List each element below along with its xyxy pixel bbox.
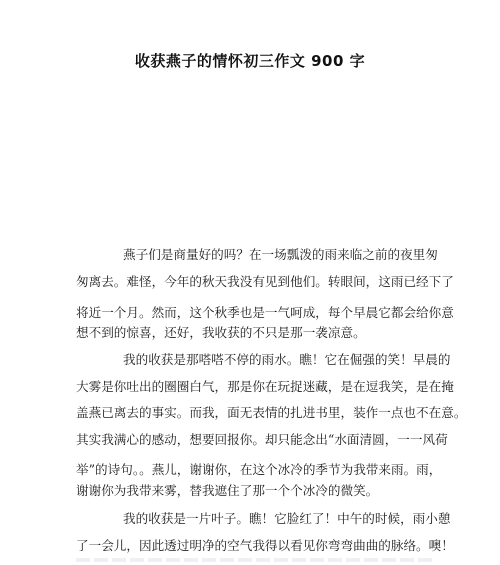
text-line: 将近一个月。然而，这个秋季也是一气呵成，每个早晨它都会给你意 — [76, 305, 454, 320]
text-line: 举”的诗句。。燕儿，谢谢你，在这个冰冷的季节为我带来雨。雨， — [76, 462, 442, 477]
text-line: 我的收获是那嗒嗒不停的雨水。瞧！它在倔强的笑！早晨的 — [123, 352, 451, 367]
text-line: 想不到的惊喜，还好，我收获的不只是那一袭凉意。 — [76, 325, 366, 340]
document-title: 收获燕子的情怀初三作文 900 字 — [134, 52, 366, 70]
text-line: 我的收获是一片叶子。瞧！它脸红了！中午的时候，雨小憩 — [123, 511, 451, 526]
text-line: 大雾是你吐出的圈圈白气，那是你在玩捉迷藏，是在逗我笑，是在掩 — [76, 379, 454, 394]
watermark-strip — [76, 558, 436, 562]
text-line: 其实我满心的感动，想要回报你。却只能念出“水面清圆，一一风荷 — [76, 432, 448, 447]
text-line: 了一会儿，因此透过明净的空气我得以看见你弯弯曲曲的脉络。噢！ — [76, 538, 454, 553]
text-line: 燕子们是商量好的吗？在一场瓢泼的雨来临之前的夜里匆 — [123, 247, 438, 262]
text-line: 谢谢你为我带来雾，替我遮住了那一个个冰冷的微笑。 — [76, 483, 379, 498]
text-line: 盖燕已离去的事实。而我，面无表情的扎进书里，装作一点也不在意。 — [76, 405, 467, 420]
text-line: 匆离去。难怪，今年的秋天我没有见到他们。转眼间，这雨已经下了 — [76, 274, 454, 289]
